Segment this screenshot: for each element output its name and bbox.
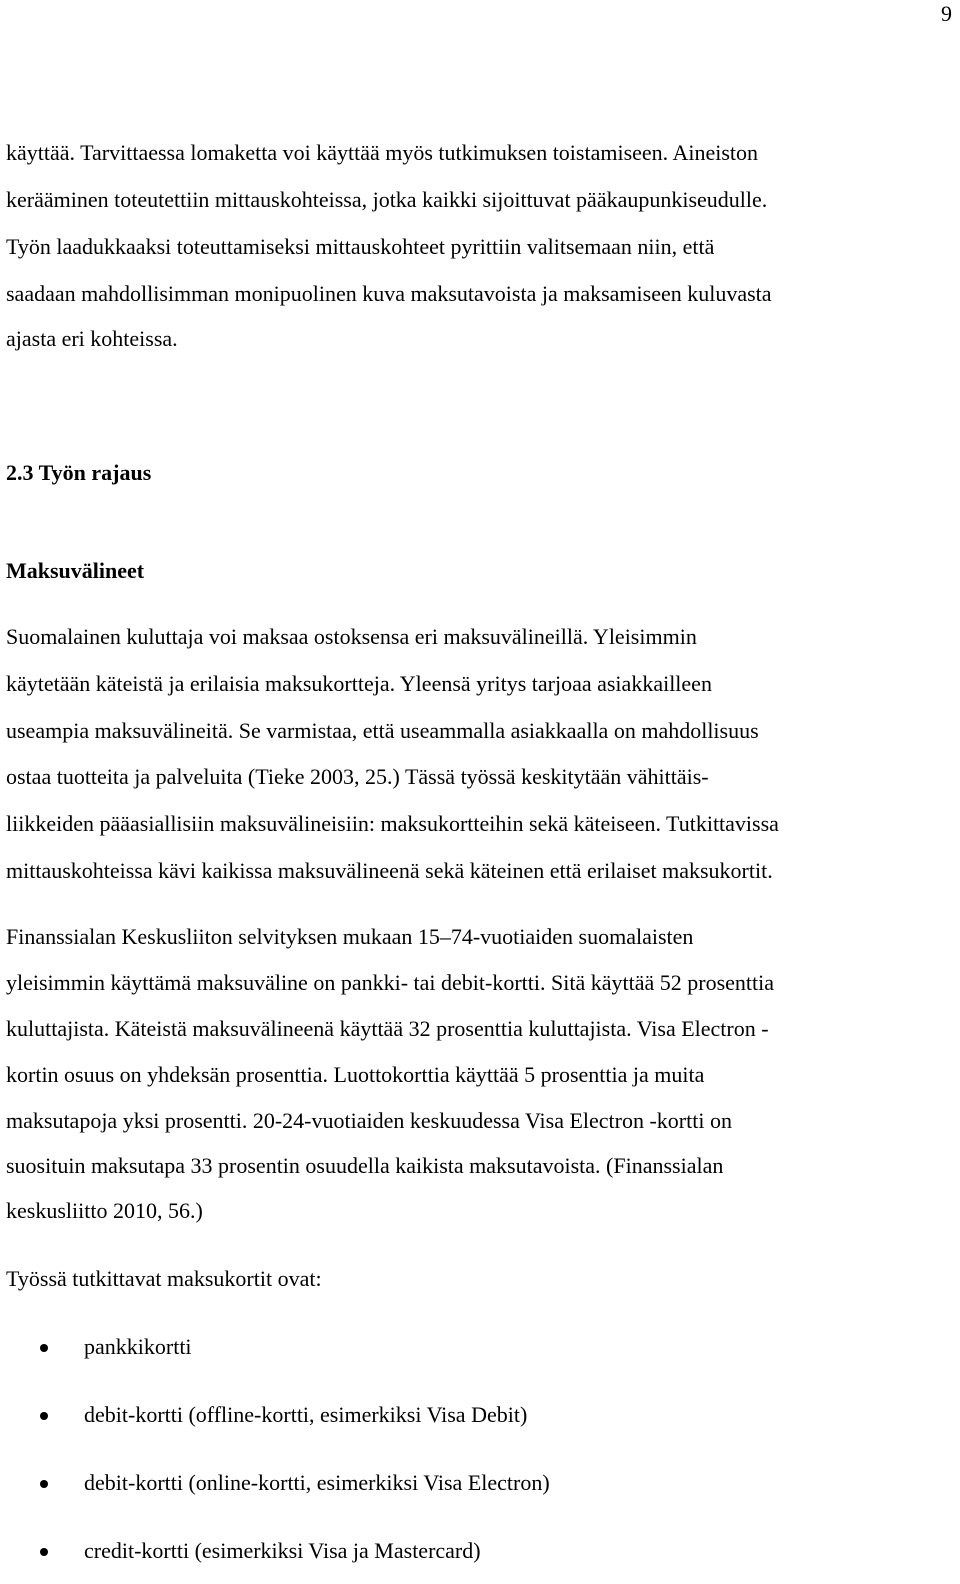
paragraph-line: liikkeiden pääasiallisiin maksuvälineisiin: maksukortteihin sekä käteiseen. Tutkittavissa xyxy=(6,811,779,836)
paragraph-line: yleisimmin käyttämä maksuväline on pankki- tai debit-kortti. Sitä käyttää 52 prosenttia xyxy=(6,970,774,995)
paragraph-line: käytetään käteistä ja erilaisia maksukortteja. Yleensä yritys tarjoaa asiakkailleen xyxy=(6,671,712,696)
bullet-icon xyxy=(40,1412,48,1420)
list-item-text: debit-kortti (offline-kortti, esimerkiksi Visa Debit) xyxy=(84,1402,528,1427)
bullet-icon xyxy=(40,1344,48,1352)
paragraph-line: mittauskohteissa kävi kaikissa maksuvälineenä sekä käteinen että erilaiset maksukortit. xyxy=(6,858,773,883)
page-number: 9 xyxy=(941,1,952,26)
list-item-text: debit-kortti (online-kortti, esimerkiksi Visa Electron) xyxy=(84,1470,550,1495)
subsection-heading: Maksuvälineet xyxy=(6,558,145,583)
list-item-text: pankkikortti xyxy=(84,1334,192,1359)
paragraph-line: ajasta eri kohteissa. xyxy=(6,326,178,351)
bullet-icon xyxy=(40,1548,48,1556)
paragraph-line: keskusliitto 2010, 56.) xyxy=(6,1198,203,1223)
paragraph-line: kerääminen toteutettiin mittauskohteissa, jotka kaikki sijoittuvat pääkaupunkiseudulle. xyxy=(6,187,768,212)
paragraph-line: useampia maksuvälineitä. Se varmistaa, että useammalla asiakkaalla on mahdollisuus xyxy=(6,718,759,743)
bullet-icon xyxy=(40,1480,48,1488)
paragraph-line: Suomalainen kuluttaja voi maksaa ostoksensa eri maksuvälineillä. Yleisimmin xyxy=(6,624,697,649)
list-intro: Työssä tutkittavat maksukortit ovat: xyxy=(6,1266,322,1291)
paragraph-line: Työn laadukkaaksi toteuttamiseksi mittauskohteet pyrittiin valitsemaan niin, että xyxy=(6,234,715,259)
list-item-text: credit-kortti (esimerkiksi Visa ja Mastercard) xyxy=(84,1538,481,1563)
paragraph-line: maksutapoja yksi prosentti. 20-24-vuotiaiden keskuudessa Visa Electron -kortti on xyxy=(6,1108,732,1133)
paragraph-line: suosituin maksutapa 33 prosentin osuudella kaikista maksutavoista. (Finanssialan xyxy=(6,1153,724,1178)
paragraph-line: kortin osuus on yhdeksän prosenttia. Luottokorttia käyttää 5 prosenttia ja muita xyxy=(6,1062,705,1087)
paragraph-line: Finanssialan Keskusliiton selvityksen mukaan 15–74-vuotiaiden suomalaisten xyxy=(6,924,694,949)
section-heading: 2.3 Työn rajaus xyxy=(6,460,152,485)
paragraph-line: kuluttajista. Käteistä maksuvälineenä käyttää 32 prosenttia kuluttajista. Visa Electron - xyxy=(6,1016,769,1041)
paragraph-line: ostaa tuotteita ja palveluita (Tieke 2003, 25.) Tässä työssä keskitytään vähittäis- xyxy=(6,764,709,789)
paragraph-line: saadaan mahdollisimman monipuolinen kuva maksutavoista ja maksamiseen kuluvasta xyxy=(6,281,772,306)
paragraph-line: käyttää. Tarvittaessa lomaketta voi käyttää myös tutkimuksen toistamiseen. Aineiston xyxy=(6,140,759,165)
